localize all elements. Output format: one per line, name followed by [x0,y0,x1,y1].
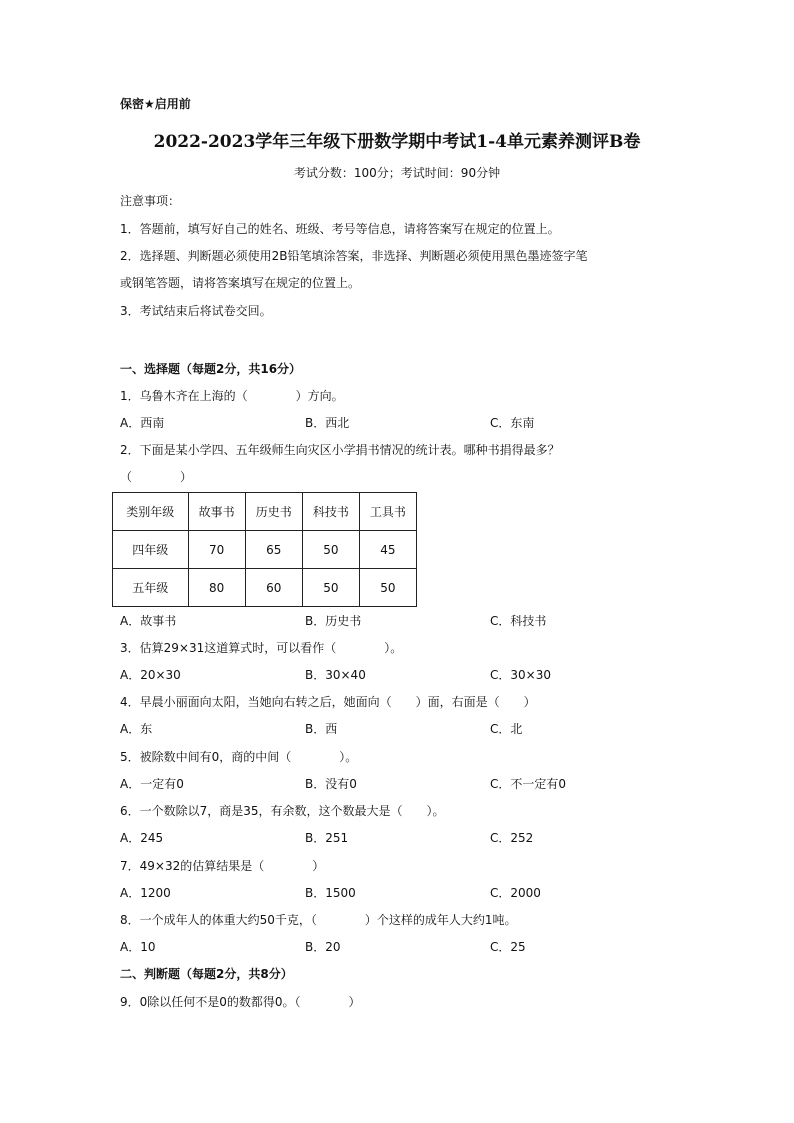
question-3-option-b: B．30×40 [305,668,366,682]
note-2-line-1: 2．选择题、判断题必须使用2B铅笔填涂答案，非选择、判断题必须使用黑色墨迹签字笔 [120,249,588,263]
table-cell: 65 [245,531,302,569]
table-cell: 50 [359,569,416,607]
table-row [113,531,417,569]
question-5-option-c: C．不一定有0 [490,777,567,791]
table-header-cell: 科技书 [302,493,359,531]
donation-stats-table [112,492,417,607]
question-5-stem: 5．被除数中间有0，商的中间（ ）。 [120,750,358,764]
question-2-stem: 2．下面是某小学四、五年级师生向灾区小学捐书情况的统计表。哪种书捐得最多？ [120,443,560,457]
question-2-option-c: C．科技书 [490,614,547,628]
section-judgement-title: 二、判断题（每题2分，共8分） [120,967,293,981]
table-cell: 45 [359,531,416,569]
table-cell: 50 [302,531,359,569]
table-header-row [113,493,417,531]
question-8-option-b: B．20 [305,940,341,954]
table-cell: 50 [302,569,359,607]
table-row [113,569,417,607]
question-1-option-a: A．西南 [120,416,165,430]
table-cell: 五年级 [113,569,189,607]
exam-title: 2022-2023学年三年级下册数学期中考试1-4单元素养测评B卷 [153,132,641,152]
question-7-option-b: B．1500 [305,886,356,900]
question-8-stem: 8．一个成年人的体重大约50千克，（ ）个这样的成年人大约1吨。 [120,913,517,927]
table-header-cell: 工具书 [359,493,416,531]
notes-heading: 注意事项： [120,194,181,208]
exam-info: 考试分数：100分；考试时间：90分钟 [293,166,501,180]
question-3-stem: 3．估算29×31这道算式时，可以看作（ ）。 [120,641,403,655]
question-3-option-c: C．30×30 [490,668,551,682]
question-1-stem: 1．乌鲁木齐在上海的（ ）方向。 [120,389,344,403]
question-9-stem: 9．0除以任何不是0的数都得0。（ ） [120,995,361,1009]
section-choice-title: 一、选择题（每题2分，共16分） [120,362,302,376]
question-2-option-b: B．历史书 [305,614,362,628]
table-cell: 60 [245,569,302,607]
question-8-option-a: A．10 [120,940,156,954]
table-header-cell: 故事书 [188,493,245,531]
question-3-option-a: A．20×30 [120,668,181,682]
question-5-option-b: B．没有0 [305,777,357,791]
question-1-option-b: B．西北 [305,416,350,430]
question-6-option-b: B．251 [305,831,349,845]
table-cell: 80 [188,569,245,607]
table-header-cell: 类别年级 [113,493,189,531]
question-2-option-a: A．故事书 [120,614,177,628]
question-4-option-b: B．西 [305,722,338,736]
question-8-option-c: C．25 [490,940,526,954]
question-6-option-a: A．245 [120,831,164,845]
note-3: 3．考试结束后将试卷交回。 [120,304,272,318]
question-7-stem: 7．49×32的估算结果是（ ） [120,859,325,873]
question-4-option-c: C．北 [490,722,523,736]
question-5-option-a: A．一定有0 [120,777,184,791]
question-7-option-a: A．1200 [120,886,171,900]
question-1-option-c: C．东南 [490,416,535,430]
table-header-cell: 历史书 [245,493,302,531]
confidential-mark: 保密★启用前 [120,97,191,111]
question-4-stem: 4．早晨小丽面向太阳，当她向右转之后，她面向（ ）面，右面是（ ） [120,695,536,709]
table-cell: 70 [188,531,245,569]
note-2-line-2: 或钢笔答题，请将答案填写在规定的位置上。 [120,276,361,290]
question-4-option-a: A．东 [120,722,153,736]
question-2-answer-blank: （ ） [120,470,193,484]
question-6-option-c: C．252 [490,831,534,845]
note-1: 1．答题前，填写好自己的姓名、班级、考号等信息，请将答案写在规定的位置上。 [120,222,560,236]
table-cell: 四年级 [113,531,189,569]
question-6-stem: 6．一个数除以7，商是35，有余数，这个数最大是（ ）。 [120,804,445,818]
question-7-option-c: C．2000 [490,886,541,900]
